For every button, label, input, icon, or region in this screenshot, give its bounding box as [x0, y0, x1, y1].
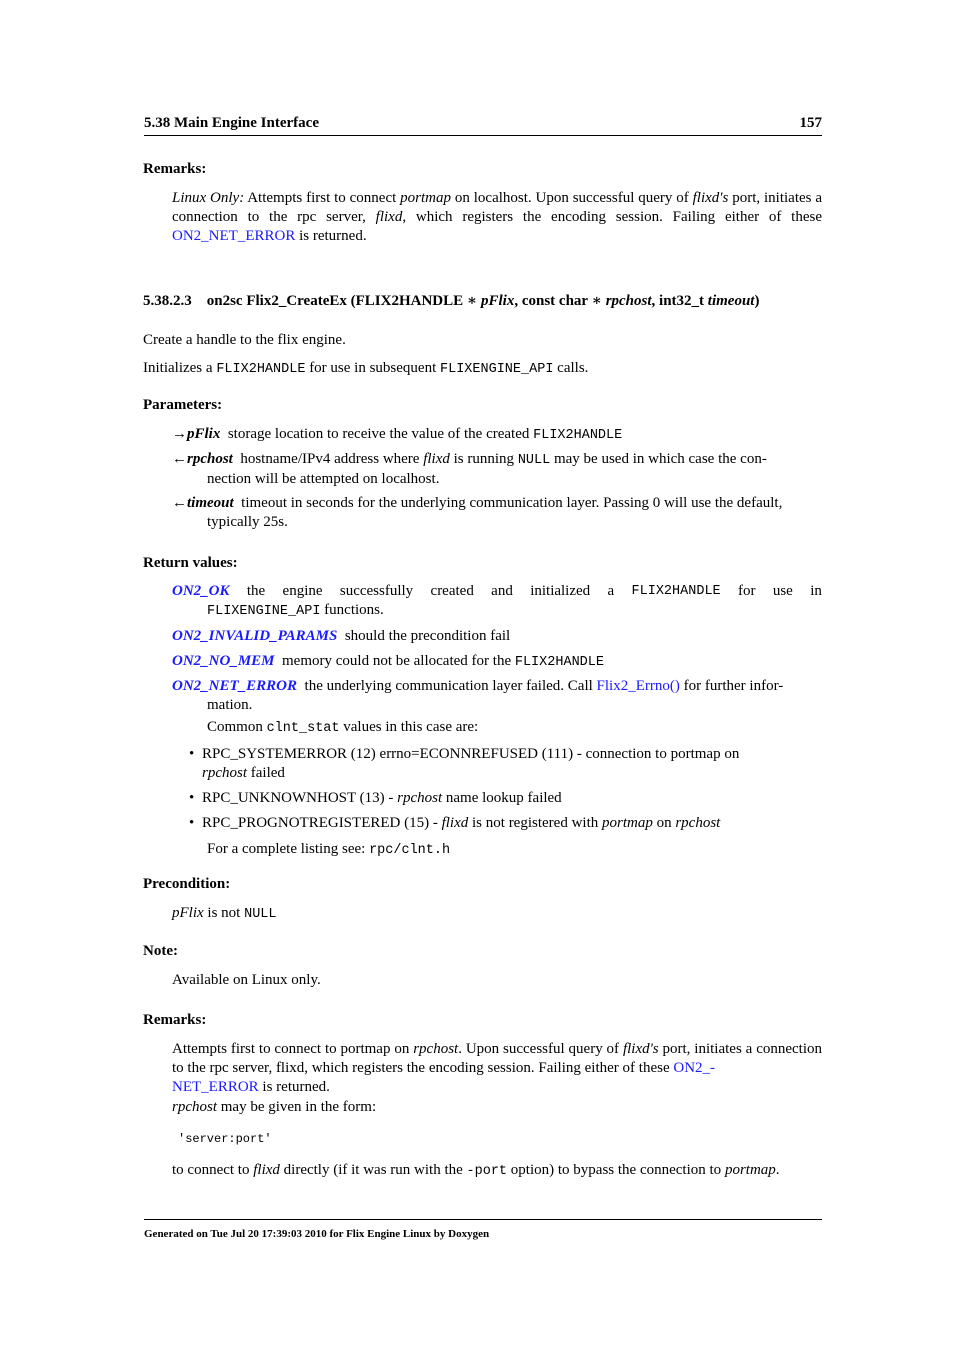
remarks-text-2d: to connect to flixd directly (if it was run with the -port option) to bypass the connection to portmap.: [172, 1162, 780, 1179]
list-item: • RPC_SYSTEMERROR (12) errno=ECONNREFUSED (111) - connection to portmap on rpchost failed: [172, 745, 822, 783]
on2-ok-link[interactable]: ON2_OK: [172, 583, 230, 599]
arrow-left-icon: ←: [172, 451, 187, 467]
return-on2-invalid-params: ON2_INVALID_PARAMS should the precondition fail: [172, 628, 511, 644]
precondition-heading: Precondition:: [143, 876, 231, 892]
detail-description: Initializes a FLIX2HANDLE for use in subsequent FLIXENGINE_API calls.: [143, 360, 589, 377]
section-number: 5.38.2.3: [143, 293, 192, 309]
param-pflix: →pFlix storage location to receive the value of the created FLIX2HANDLE: [172, 426, 623, 443]
remarks-text-2b: NET_ERROR is returned.: [172, 1079, 330, 1095]
header-rule: [144, 135, 822, 136]
remarks-text-2: Attempts first to connect to portmap on rpchost. Upon successful query of flixd's port, initiates a connection to the rpc server, flixd, which registers the encoding session. Failing either of these ON2_-: [172, 1041, 822, 1076]
on2-net-error-link-2b[interactable]: NET_ERROR: [172, 1079, 259, 1095]
note-text: Available on Linux only.: [172, 972, 321, 988]
list-item: • RPC_UNKNOWNHOST (13) - rpchost name lookup failed: [172, 789, 822, 808]
on2-net-error-link-2[interactable]: ON2_-: [673, 1060, 716, 1076]
note-heading: Note:: [143, 943, 178, 959]
return-on2-ok: ON2_OK the engine successfully created and initialized a FLIX2HANDLE for use in FLIXENGINE_API functions.: [172, 583, 822, 619]
clnt-stat-list: [172, 745, 822, 833]
page-footer: Generated on Tue Jul 20 17:39:03 2010 for Flix Engine Linux by Doxygen: [144, 1228, 490, 1240]
arrow-right-icon: →: [172, 426, 187, 442]
param-rpchost: ←rpchost hostname/IPv4 address where flixd is running NULL may be used in which case the con- nection will be attempted on localhost.: [172, 451, 767, 487]
code-example: 'server:port': [178, 1132, 272, 1146]
page-header: [144, 114, 822, 133]
remarks-text: Linux Only: Attempts first to connect portmap on localhost. Upon successful query of flixd's port, initiates a connection to the rpc server, flixd, which registers the encoding session. Failing either of these ON2_NET_ERROR is returned.: [172, 190, 823, 244]
return-on2-no-mem: ON2_NO_MEM memory could not be allocated for the FLIX2HANDLE: [172, 653, 604, 670]
flix2-errno-link[interactable]: Flix2_Errno(): [596, 678, 680, 694]
list-item: • RPC_PROGNOTREGISTERED (15) - flixd is not registered with portmap on rpchost: [172, 814, 822, 833]
precondition-text: pFlix is not NULL: [172, 905, 277, 922]
remarks-heading-2: Remarks:: [143, 1012, 207, 1028]
parameters-heading: Parameters:: [143, 397, 223, 413]
return-on2-net-error: ON2_NET_ERROR the underlying communication layer failed. Call Flix2_Errno() for further infor- mation. Common clnt_stat values in this case are: • RPC_SYSTEMERROR (12) errno=ECONNREFUSED (111) - connection to portmap on rpchost failed • RPC_UNKNOWNHOST (13) - rpchost name lookup failed • RPC_PROGNOTREGISTERED (15) - flixd is not registered with portmap on rpchost For a complete listing see: rpc/clnt.h: [172, 677, 822, 860]
param-timeout: ←timeout timeout in seconds for the underlying communication layer. Passing 0 will use the default, typically 25s.: [172, 495, 783, 530]
remarks-heading: Remarks:: [143, 161, 207, 177]
arrow-left-icon: ←: [172, 495, 187, 511]
return-values-heading: Return values:: [143, 555, 238, 571]
on2-invalid-params-link[interactable]: ON2_INVALID_PARAMS: [172, 628, 338, 644]
on2-net-error-link[interactable]: ON2_NET_ERROR: [172, 228, 296, 244]
brief-description: Create a handle to the flix engine.: [143, 332, 346, 348]
page-number: 157: [799, 115, 822, 131]
remarks-text-2c: rpchost may be given in the form:: [172, 1099, 377, 1115]
on2-no-mem-link[interactable]: ON2_NO_MEM: [172, 653, 275, 669]
on2-net-error-ret-link[interactable]: ON2_NET_ERROR: [172, 678, 298, 694]
function-signature: 5.38.2.3 on2sc Flix2_CreateEx (FLIX2HANDLE ∗ pFlix, const char ∗ rpchost, int32_t timeout): [143, 293, 760, 309]
section-title: 5.38 Main Engine Interface: [144, 115, 319, 131]
footer-rule: [144, 1219, 822, 1220]
